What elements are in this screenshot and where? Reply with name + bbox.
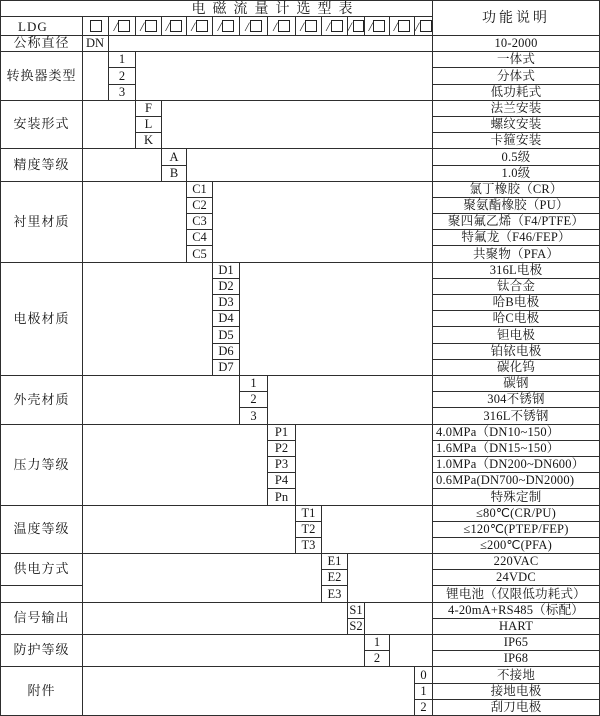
desc-cell: 1.0MPa（DN200~DN600） xyxy=(432,456,600,473)
code-cell: Pn xyxy=(267,488,296,506)
code-cell: 1 xyxy=(108,51,136,68)
desc-cell: HART xyxy=(432,618,600,635)
group-label: 精度等级 xyxy=(0,148,83,182)
desc-cell: 法兰安装 xyxy=(432,100,600,117)
code-cell: B xyxy=(161,165,187,182)
desc-cell: 316L电极 xyxy=(432,262,600,279)
desc-cell: ≤120℃(PTEP/FEP) xyxy=(432,521,600,538)
desc-cell: 铂铱电极 xyxy=(432,343,600,360)
slash-glyph: / xyxy=(326,18,330,34)
merge-right-cell xyxy=(186,148,433,182)
table-title: 电磁流量计选型表 xyxy=(0,0,433,17)
code-cell: 0 xyxy=(414,666,433,684)
merge-left-cell xyxy=(82,553,322,603)
model-code-box-cell xyxy=(364,16,390,36)
merge-right-cell xyxy=(295,424,433,506)
code-cell: C4 xyxy=(186,229,213,246)
merge-left-cell xyxy=(82,375,240,425)
desc-cell: 低功耗式 xyxy=(432,84,600,101)
code-cell: 1 xyxy=(364,634,390,651)
code-box-icon xyxy=(222,20,234,32)
group-label: 供电方式 xyxy=(0,553,83,586)
desc-cell: 0.5级 xyxy=(432,148,600,166)
desc-cell: 氯丁橡胶（CR） xyxy=(432,181,600,198)
code-box-icon xyxy=(118,20,130,32)
desc-cell: 共聚物（PFA） xyxy=(432,245,600,263)
merge-right-cell xyxy=(135,51,433,101)
code-box-icon xyxy=(331,20,343,32)
slash-glyph: / xyxy=(393,18,398,34)
desc-cell: 碳化钨 xyxy=(432,359,600,376)
code-cell: 1 xyxy=(414,683,433,700)
merge-right-cell xyxy=(161,100,433,149)
desc-cell: 接地电极 xyxy=(432,683,600,700)
slash-glyph: / xyxy=(368,18,373,34)
desc-cell: 分体式 xyxy=(432,67,600,85)
desc-cell: 螺纹安装 xyxy=(432,116,600,133)
code-cell: 2 xyxy=(414,699,433,716)
code-cell: D4 xyxy=(212,310,240,327)
code-cell: F xyxy=(135,100,162,117)
code-box-icon xyxy=(90,20,102,32)
merge-left-cell xyxy=(82,262,213,376)
code-cell: A xyxy=(161,148,187,166)
model-prefix-label: LDG xyxy=(0,16,83,36)
merge-right-cell xyxy=(212,181,433,263)
merge-right-cell xyxy=(364,602,433,635)
group-label-empty xyxy=(0,585,83,603)
group-label: 转换器类型 xyxy=(0,51,83,101)
desc-cell: 0.6MPa(DN700~DN2000) xyxy=(432,472,600,489)
desc-cell: 刮刀电极 xyxy=(432,699,600,716)
desc-cell: ≤200℃(PFA) xyxy=(432,537,600,554)
slash-glyph: / xyxy=(217,18,222,34)
group-label: 防护等级 xyxy=(0,634,83,667)
slash-glyph: / xyxy=(191,18,195,34)
desc-cell: 特殊定制 xyxy=(432,488,600,506)
code-cell: C2 xyxy=(186,197,213,214)
slash-glyph: / xyxy=(245,18,249,34)
desc-cell: 1.6MPa（DN15~150） xyxy=(432,440,600,457)
slash-glyph: / xyxy=(273,18,277,34)
code-box-icon xyxy=(305,20,317,32)
merge-left-cell xyxy=(82,181,187,263)
desc-cell: 聚四氟乙烯（F4/PTFE） xyxy=(432,213,600,230)
code-cell: 2 xyxy=(364,650,390,667)
code-box-icon xyxy=(373,20,385,32)
merge-left-cell xyxy=(82,505,296,554)
code-cell: 2 xyxy=(239,391,268,408)
desc-cell: 碳钢 xyxy=(432,375,600,392)
code-cell: D1 xyxy=(212,262,240,279)
code-cell: D2 xyxy=(212,278,240,295)
desc-cell: 哈B电极 xyxy=(432,294,600,311)
code-cell: T1 xyxy=(295,505,322,522)
desc-cell: 卡箍安装 xyxy=(432,132,600,149)
desc-cell: 4.0MPa（DN10~150） xyxy=(432,424,600,441)
code-cell: D5 xyxy=(212,326,240,344)
group-label: 外壳材质 xyxy=(0,375,83,425)
desc-cell: IP65 xyxy=(432,634,600,651)
code-box-icon xyxy=(278,20,290,32)
code-cell: S2 xyxy=(347,618,365,635)
merge-left-cell xyxy=(82,100,136,149)
model-code-box-cell xyxy=(108,16,136,36)
model-code-box-cell xyxy=(414,16,433,36)
code-box-icon xyxy=(250,20,262,32)
desc-cell: IP68 xyxy=(432,650,600,667)
merge-left-cell xyxy=(82,51,109,101)
merge-left-cell xyxy=(82,148,162,182)
group-label: 压力等级 xyxy=(0,424,83,506)
desc-cell: ≤80℃(CR/PU) xyxy=(432,505,600,522)
desc-cell: 钽电极 xyxy=(432,326,600,344)
desc-cell: 4-20mA+RS485（标配） xyxy=(432,602,600,619)
merge-right-cell xyxy=(267,375,433,425)
code-cell: P1 xyxy=(267,424,296,441)
code-cell: K xyxy=(135,132,162,149)
model-code-box-cell xyxy=(267,16,296,36)
code-cell: E1 xyxy=(321,553,348,570)
model-code-box-cell xyxy=(389,16,415,36)
code-cell: 2 xyxy=(108,67,136,85)
desc-cell: 锂电池（仅限低功耗式） xyxy=(432,585,600,603)
group-label: 公称直径 xyxy=(0,35,83,52)
desc-cell: 10-2000 xyxy=(432,35,600,52)
model-code-box-cell xyxy=(239,16,268,36)
model-code-box-cell xyxy=(186,16,213,36)
code-cell: C5 xyxy=(186,245,213,263)
desc-cell: 304不锈钢 xyxy=(432,391,600,408)
desc-cell: 220VAC xyxy=(432,553,600,570)
code-cell: D6 xyxy=(212,343,240,360)
model-code-box-cell xyxy=(82,16,109,36)
code-cell: L xyxy=(135,116,162,133)
code-cell: P4 xyxy=(267,472,296,489)
code-cell: 3 xyxy=(108,84,136,101)
merge-right-cell xyxy=(239,262,433,376)
code-cell: T3 xyxy=(295,537,322,554)
desc-cell: 24VDC xyxy=(432,569,600,586)
desc-cell: 1.0级 xyxy=(432,165,600,182)
merge-right-cell xyxy=(321,505,433,554)
code-box-icon xyxy=(420,20,432,32)
code-cell: 3 xyxy=(239,407,268,425)
desc-cell: 不接地 xyxy=(432,666,600,684)
merge-left-cell xyxy=(82,666,415,716)
slash-glyph: / xyxy=(348,18,352,34)
group-label: 衬里材质 xyxy=(0,181,83,263)
model-code-box-cell xyxy=(161,16,187,36)
merge-right-cell xyxy=(347,553,433,603)
code-cell: S1 xyxy=(347,602,365,619)
desc-cell: 一体式 xyxy=(432,51,600,68)
model-code-box-cell xyxy=(212,16,240,36)
merge-left-cell xyxy=(82,634,365,667)
function-column-header: 功能说明 xyxy=(432,0,600,36)
group-label: 信号输出 xyxy=(0,602,83,635)
merge-right-cell xyxy=(389,634,433,667)
code-cell: E2 xyxy=(321,569,348,586)
desc-cell: 316L不锈钢 xyxy=(432,407,600,425)
desc-cell: 钛合金 xyxy=(432,278,600,295)
group-label: 安装形式 xyxy=(0,100,83,149)
slash-glyph: / xyxy=(113,18,118,34)
desc-cell: 特氟龙（F46/FEP） xyxy=(432,229,600,246)
model-code-box-cell xyxy=(295,16,322,36)
merge-right-cell xyxy=(108,35,433,52)
code-cell: 1 xyxy=(239,375,268,392)
slash-glyph: / xyxy=(140,18,144,34)
desc-cell: 聚氨酯橡胶（PU） xyxy=(432,197,600,214)
code-box-icon xyxy=(145,20,157,32)
desc-cell: 哈C电极 xyxy=(432,310,600,327)
model-code-box-cell xyxy=(347,16,365,36)
code-cell: C1 xyxy=(186,181,213,198)
model-code-box-cell xyxy=(135,16,162,36)
merge-left-cell xyxy=(82,602,348,635)
group-label: 附件 xyxy=(0,666,83,716)
code-cell: DN xyxy=(82,35,109,52)
slash-glyph: / xyxy=(300,18,304,34)
model-code-box-cell xyxy=(321,16,348,36)
code-box-icon xyxy=(353,20,364,32)
slash-glyph: / xyxy=(165,18,170,34)
code-cell: T2 xyxy=(295,521,322,538)
group-label: 温度等级 xyxy=(0,505,83,554)
merge-left-cell xyxy=(82,424,268,506)
code-cell: P3 xyxy=(267,456,296,473)
code-cell: D7 xyxy=(212,359,240,376)
slash-glyph: / xyxy=(415,18,419,34)
code-cell: C3 xyxy=(186,213,213,230)
code-box-icon xyxy=(170,20,182,32)
code-box-icon xyxy=(398,20,410,32)
code-cell: D3 xyxy=(212,294,240,311)
code-cell: E3 xyxy=(321,585,348,603)
group-label: 电极材质 xyxy=(0,262,83,376)
code-box-icon xyxy=(196,20,208,32)
code-cell: P2 xyxy=(267,440,296,457)
